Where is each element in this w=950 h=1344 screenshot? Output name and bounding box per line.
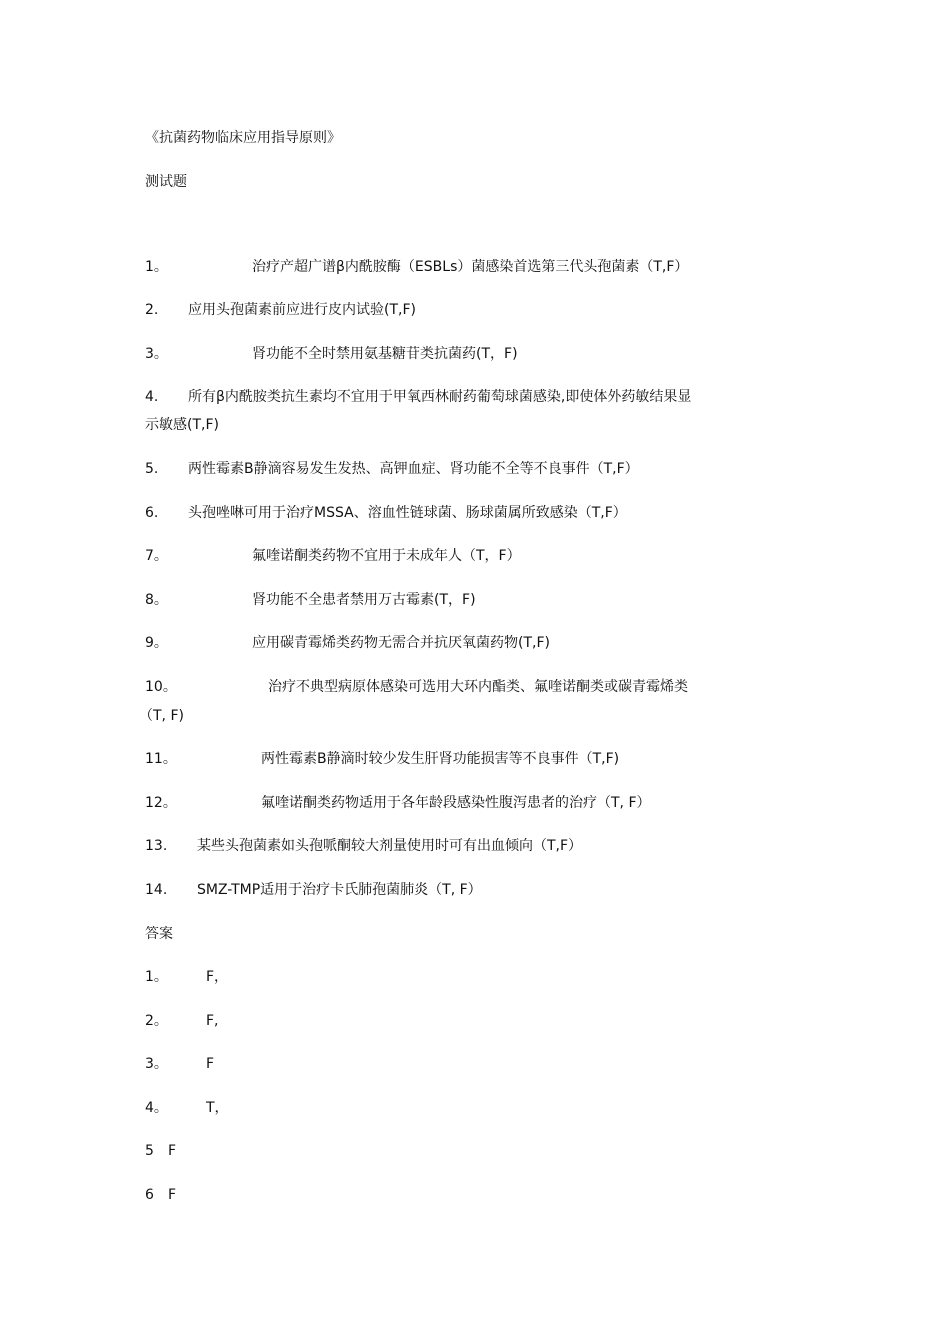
answer-text: F [168,1187,177,1203]
question-item [145,589,815,611]
question-number: 6. [145,505,159,521]
answer-item [145,1097,815,1119]
answer-number: 5 [145,1143,154,1159]
question-number: 13. [145,838,168,854]
question-item [145,545,815,567]
question-text: 应用头孢菌素前应进行皮内试验(T,F) [188,302,416,318]
document-subtitle: 测试题 [145,174,187,190]
question-text: 所有β内酰胺类抗生素均不宜用于甲氧西林耐药葡萄球菌感染,即使体外药敏结果显 [188,389,692,405]
answer-text: F [168,1143,177,1159]
answer-item [145,1010,815,1032]
answer-item [145,1140,815,1162]
question-item [145,386,815,408]
answer-text: F [206,1056,215,1072]
question-number: 4. [145,389,159,405]
answer-number: 2。 [145,1013,168,1029]
answer-number: 3。 [145,1056,168,1072]
answer-text: F, [206,1013,219,1029]
question-text: 两性霉素B静滴时较少发生肝肾功能损害等不良事件（T,F) [261,751,620,767]
answer-item [145,966,815,988]
question-text: 治疗产超广谱β内酰胺酶（ESBLs）菌感染首选第三代头孢菌素（T,F） [252,259,689,275]
question-text: 氟喹诺酮类药物不宜用于未成年人（T，F） [252,548,521,564]
question-item [145,502,815,524]
question-text: 某些头孢菌素如头孢哌酮较大剂量使用时可有出血倾向（T,F） [197,838,583,854]
question-number: 2. [145,302,159,318]
answer-number: 4。 [145,1100,168,1116]
question-item [145,458,815,480]
answer-number: 1。 [145,969,168,985]
question-text: 肾功能不全患者禁用万古霉素(T，F) [252,592,476,608]
question-number: 10。 [145,679,177,695]
question-item [145,343,815,365]
question-item [145,256,815,278]
question-item [145,835,815,857]
question-item [145,748,815,770]
question-text: 氟喹诺酮类药物适用于各年龄段感染性腹泻患者的治疗（T, F） [261,795,651,811]
question-item [145,879,815,901]
question-item [145,676,815,698]
question-continuation: 示敏感(T,F) [145,417,219,433]
question-number: 3。 [145,346,168,362]
question-number: 1。 [145,259,168,275]
question-item [145,299,815,321]
question-text: 头孢唑啉可用于治疗MSSA、溶血性链球菌、肠球菌属所致感染（T,F） [188,505,627,521]
question-text: 治疗不典型病原体感染可选用大环内酯类、氟喹诺酮类或碳青霉烯类 [268,679,688,695]
answer-number: 6 [145,1187,154,1203]
question-number: 5. [145,461,159,477]
question-number: 9。 [145,635,168,651]
question-text: 应用碳青霉烯类药物无需合并抗厌氧菌药物(T,F) [252,635,550,651]
question-continuation: （T, F) [139,708,184,724]
question-item [145,792,815,814]
question-number: 12。 [145,795,177,811]
question-number: 14. [145,882,168,898]
document-title: 《抗菌药物临床应用指导原则》 [145,130,341,146]
answer-text: T， [206,1100,229,1116]
answers-heading: 答案 [145,926,173,942]
question-number: 8。 [145,592,168,608]
answer-text: F， [206,969,229,985]
question-text: 两性霉素B静滴容易发生发热、高钾血症、肾功能不全等不良事件（T,F） [188,461,639,477]
answer-item [145,1053,815,1075]
question-number: 7。 [145,548,168,564]
question-number: 11。 [145,751,177,767]
question-text: 肾功能不全时禁用氨基糖苷类抗菌药(T，F) [252,346,518,362]
question-item [145,632,815,654]
question-text: SMZ-TMP适用于治疗卡氏肺孢菌肺炎（T, F） [197,882,482,898]
answer-item [145,1184,815,1206]
